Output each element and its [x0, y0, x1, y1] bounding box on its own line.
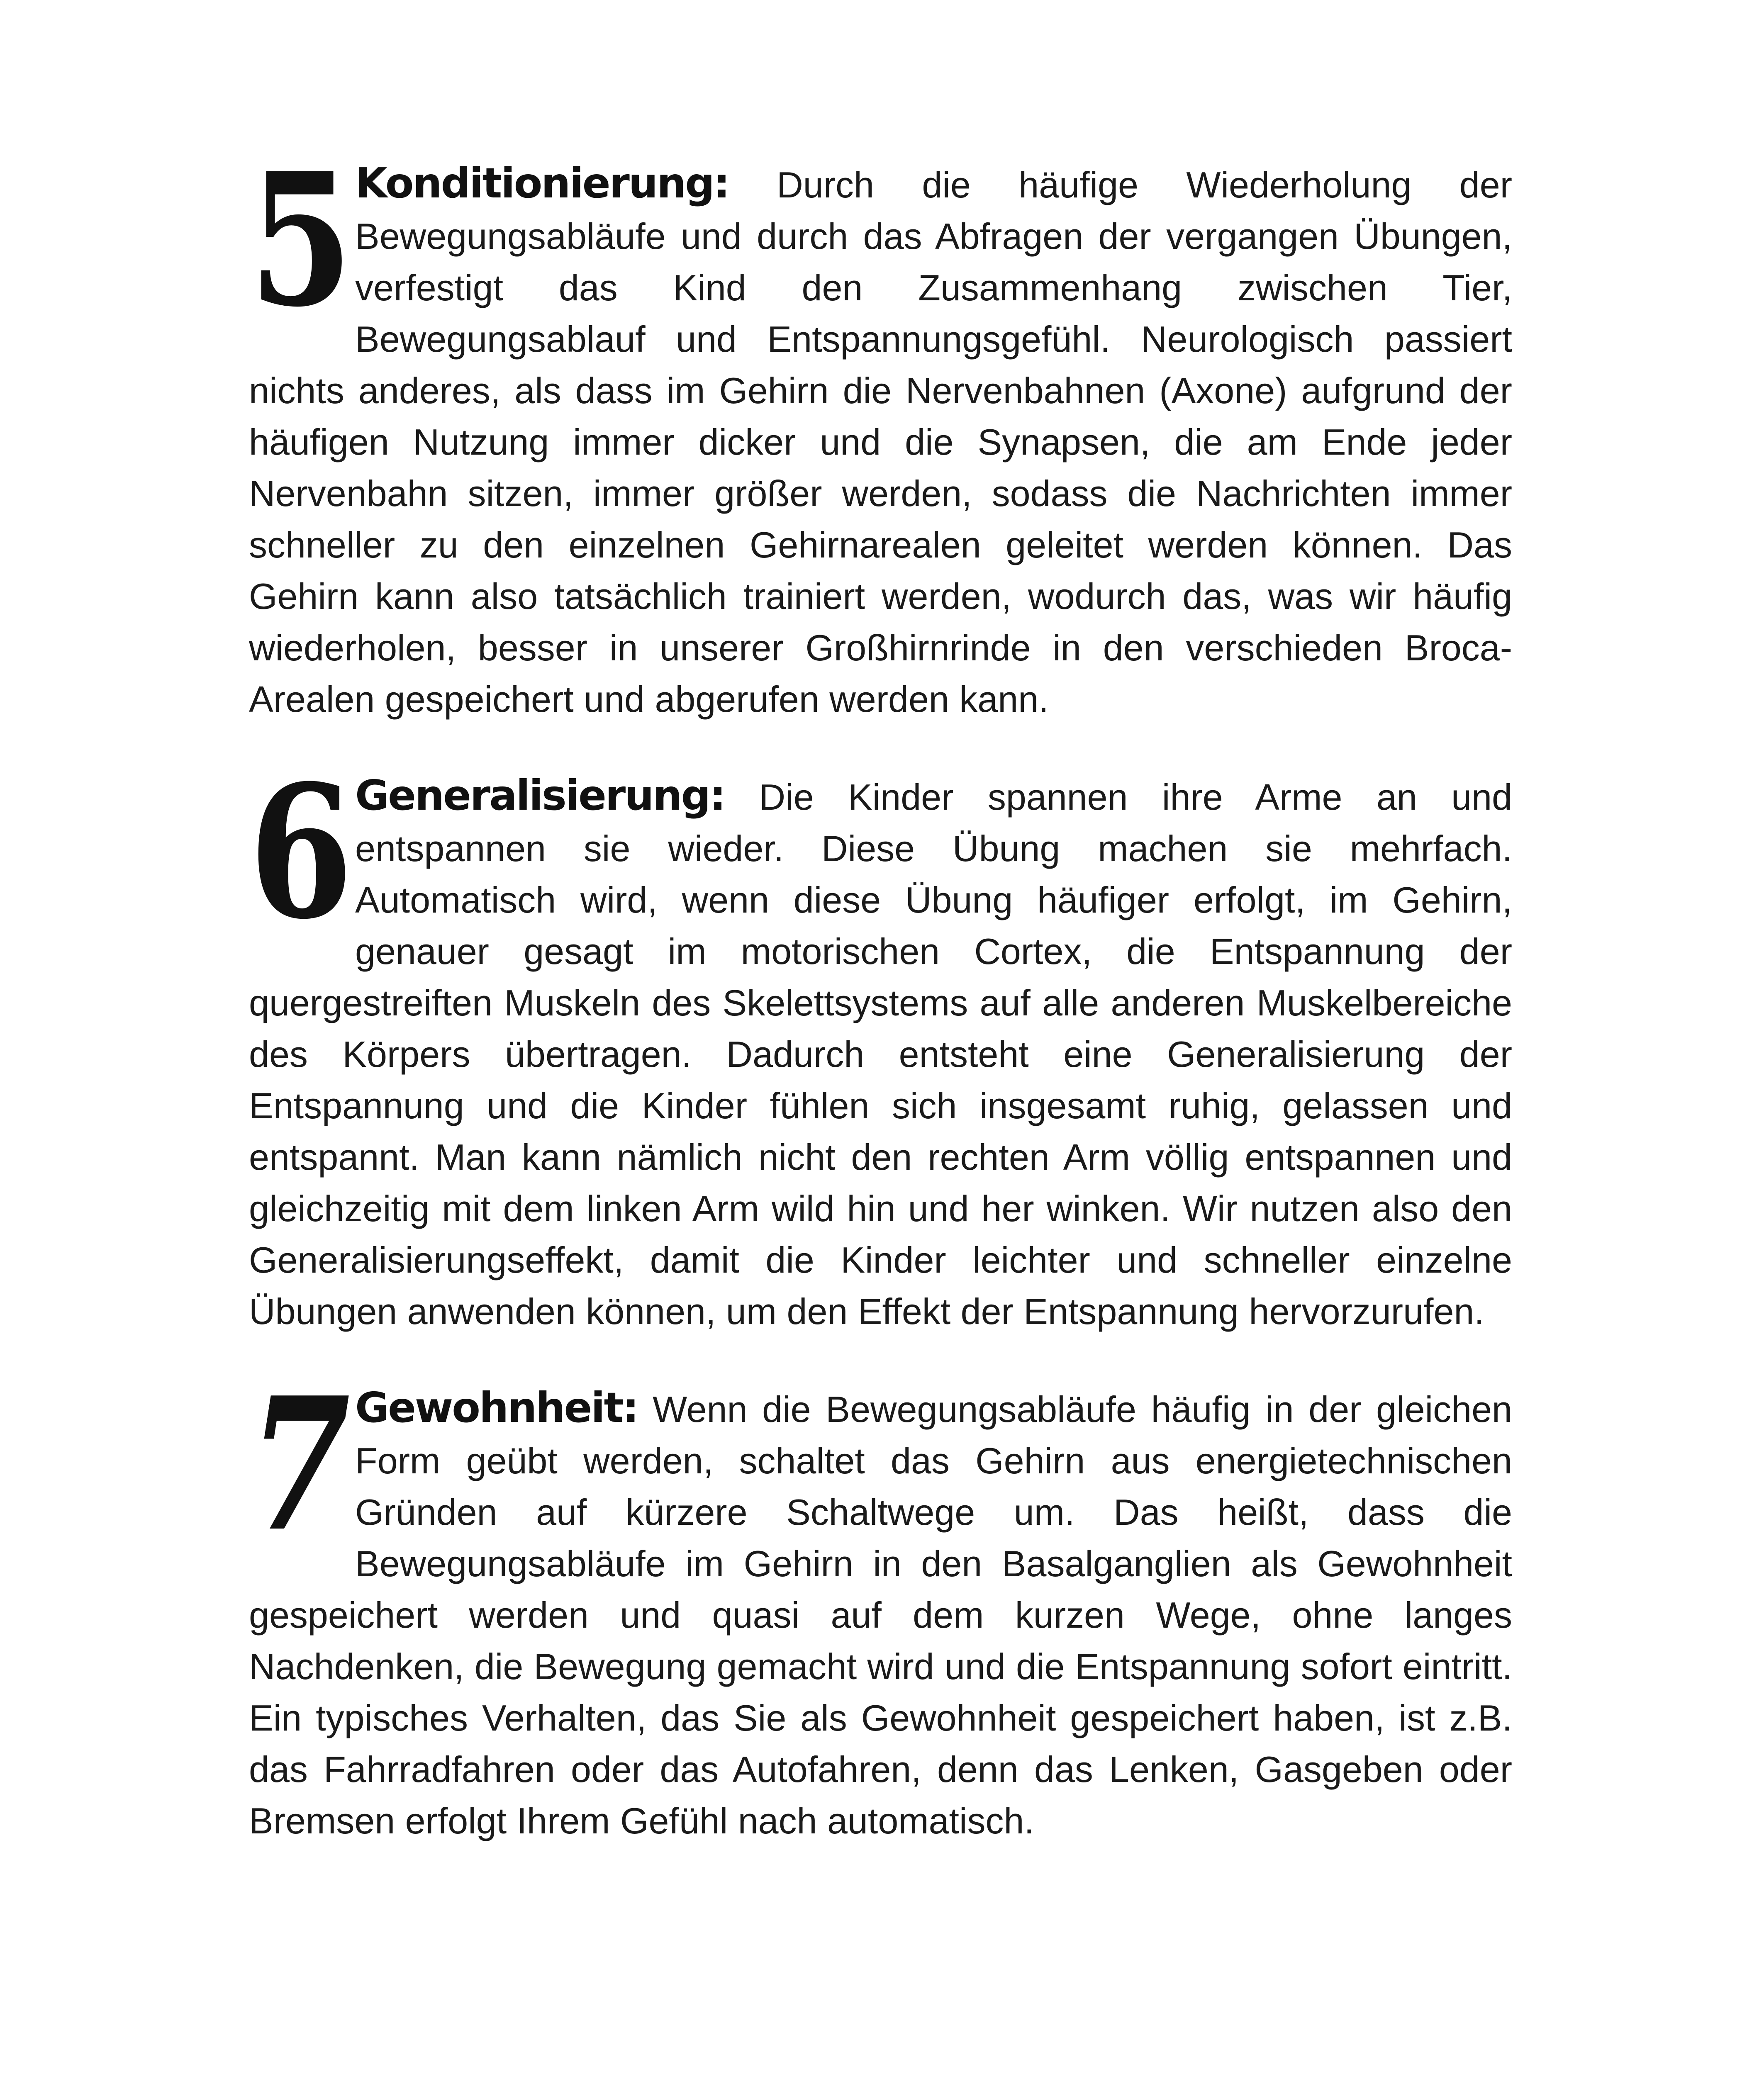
section-konditionierung — [249, 133, 1512, 725]
section-generalisierung — [249, 745, 1512, 1337]
section-heading: Konditionierung: — [355, 159, 729, 207]
section-gewohnheit — [249, 1357, 1512, 1847]
section-heading: Generalisierung: — [355, 771, 725, 820]
section-paragraph — [249, 133, 1512, 725]
section-body-text: Die Kinder spannen ihre Arme an und entspannen sie wieder. Diese Übung machen sie mehrfach. Automatisch wird, wenn diese Übung häufiger erfolgt, im Gehirn, genauer gesagt im motorischen Cortex, die Entspannung der quergestreiften Muskeln des Skelettsystems auf alle anderen Muskelbereiche des Körpers übertragen. Dadurch entsteht eine Generalisierung der Entspannung und die Kinder fühlen sich insgesamt ruhig, gelassen und entspannt. Man kann nämlich nicht den rechten Arm völlig entspannen und gleichzeitig mit dem linken Arm wild hin und her winken. Wir nutzen also den Generalisierungseffekt, damit die Kinder leichter und schneller einzelne Übungen anwenden können, um den Effekt der Entspannung hervorzurufen. — [249, 777, 1512, 1332]
section-body-text: Durch die häufige Wiederholung der Bewegungsabläufe und durch das Abfragen der vergangen Übungen, verfestigt das Kind den Zusammenhang zwischen Tier, Bewegungsablauf und Entspannungsgefühl. Neurologisch passiert nichts anderes, als dass im Gehirn die Nervenbahnen (Axone) aufgrund der häufigen Nutzung immer dicker und die Synapsen, die am Ende jeder Nervenbahn sitzen, immer größer werden, sodass die Nachrichten immer schneller zu den einzelnen Gehirnarealen geleitet werden können. Das Gehirn kann also tatsächlich trainiert werden, wodurch das, was wir häufig wiederholen, besser in unserer Großhirnrinde in den verschieden Broca-Arealen gespeichert und abgerufen werden kann. — [249, 164, 1512, 720]
section-paragraph — [249, 745, 1512, 1337]
section-heading: Gewohnheit: — [355, 1383, 638, 1432]
section-number-dropcap: 5 — [249, 133, 353, 347]
page-content — [249, 133, 1512, 1847]
section-body-text: Wenn die Bewegungsabläufe häufig in der gleichen Form geübt werden, schaltet das Gehirn aus energietechnischen Gründen auf kürzere Schaltwege um. Das heißt, dass die Bewegungsabläufe im Gehirn in den Basalganglien als Gewohnheit gespeichert werden und quasi auf dem kurzen Wege, ohne langes Nachdenken, die Bewegung gemacht wird und die Entspannung sofort eintritt. Ein typisches Verhalten, das Sie als Gewohnheit gespeichert haben, ist z.B. das Fahrradfahren oder das Autofahren, denn das Lenken, Gasgeben oder Bremsen erfolgt Ihrem Gefühl nach automatisch. — [249, 1389, 1512, 1841]
section-number-dropcap: 6 — [249, 745, 353, 959]
section-number-dropcap: 7 — [249, 1357, 351, 1572]
section-paragraph — [249, 1357, 1512, 1847]
